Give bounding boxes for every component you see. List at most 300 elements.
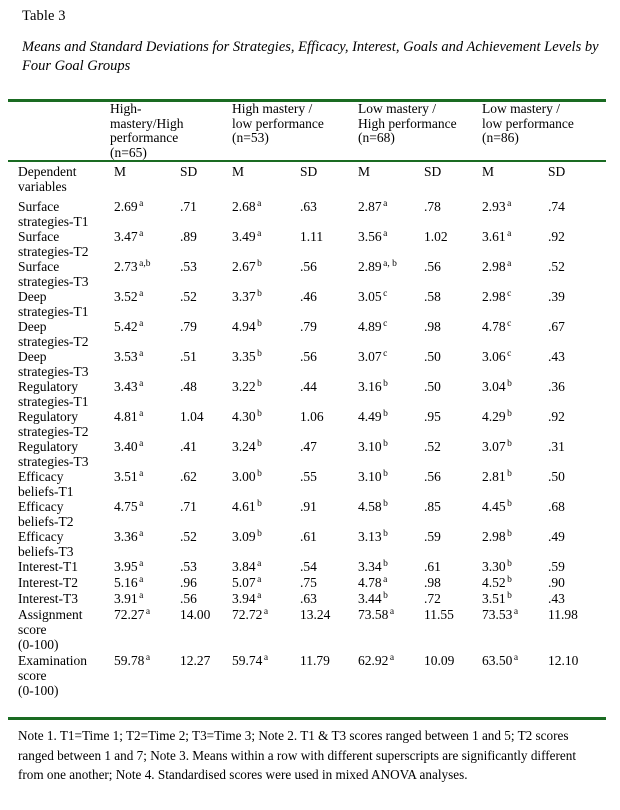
cell-superscript: b [507,498,512,509]
table-cell-sd1 [180,575,197,590]
group-header-row [0,102,620,160]
table-cell-m1 [114,607,150,622]
cell-value: .92 [548,229,565,244]
table-cell-sd2 [300,289,317,304]
cell-superscript: b [507,468,512,479]
cell-superscript: a [139,228,144,239]
cell-superscript: a [139,574,144,585]
table-cell-sd4 [548,319,565,334]
cell-value: .41 [180,439,197,454]
cell-value: .43 [548,349,565,364]
row-label-line: Interest-T3 [18,591,78,606]
table-cell-sd2 [300,229,323,244]
cell-value: .53 [180,559,197,574]
table-cell-sd2 [300,499,317,514]
table-row [0,199,620,229]
cell-superscript: b [257,438,262,449]
group-header-2 [232,102,350,146]
cell-value: 3.07 [358,349,382,364]
row-label-line: strategies-T3 [18,454,89,469]
cell-superscript: a [513,652,519,663]
table-cell-m1 [114,529,143,544]
table-cell-m1 [114,409,143,424]
table-cell-m4 [482,607,518,622]
table-row [0,653,620,699]
cell-value: .71 [180,199,197,214]
table-cell-m4 [482,653,518,668]
table-cell-m2 [232,575,261,590]
table-cell-sd4 [548,591,565,606]
table-cell-sd4 [548,469,565,484]
cell-superscript: c [383,318,388,329]
table-cell-sd4 [548,607,578,622]
row-label-line: Assignment [18,607,83,622]
table-cell-sd1 [180,289,197,304]
cell-superscript: b [507,408,512,419]
cell-value: 3.16 [358,379,382,394]
table-cell-m3 [358,607,394,622]
cell-value: .98 [424,319,441,334]
cell-value: 73.58 [358,607,389,622]
cell-superscript: a [263,652,269,663]
cell-value: 4.78 [358,575,382,590]
row-label [18,229,114,259]
row-label-line: Regulatory [18,439,78,454]
table-cell-m4 [482,289,511,304]
stat-header-m4: M [482,164,495,179]
cell-value: 3.94 [232,591,256,606]
cell-value: 11.98 [548,607,578,622]
cell-superscript: b [383,498,388,509]
cell-superscript: a [139,378,144,389]
table-cell-sd1 [180,559,197,574]
cell-value: 4.61 [232,499,256,514]
cell-superscript: b [383,528,388,539]
cell-superscript: a [139,408,144,419]
table-cell-sd1 [180,607,210,622]
cell-superscript: b [383,468,388,479]
cell-value: .31 [548,439,565,454]
table-row [0,409,620,439]
table-cell-m2 [232,349,262,364]
table-cell-m1 [114,379,143,394]
table-cell-m4 [482,469,512,484]
cell-value: .61 [424,559,441,574]
table-cell-m4 [482,591,512,606]
table-cell-sd1 [180,439,197,454]
row-label-line: strategies-T2 [18,334,89,349]
cell-superscript: a [507,198,512,209]
table-cell-m4 [482,349,511,364]
table-cell-sd2 [300,559,317,574]
cell-value: 4.45 [482,499,506,514]
table-cell-m3 [358,439,388,454]
table-cell-m1 [114,199,143,214]
table-cell-m3 [358,349,387,364]
table-cell-m2 [232,591,261,606]
table-body [0,199,620,699]
cell-value: .62 [180,469,197,484]
table-cell-sd3 [424,653,454,668]
cell-superscript: b [257,468,262,479]
cell-superscript: b [507,438,512,449]
stat-header-m1: M [114,164,127,179]
cell-superscript: a, b [383,258,397,269]
table-cell-sd3 [424,229,448,244]
table-cell-m2 [232,469,262,484]
cell-value: 2.67 [232,259,256,274]
table-cell-m4 [482,575,512,590]
cell-value: .48 [180,379,197,394]
row-label-line: Deep [18,349,47,364]
group-header-1-line1: High- [110,101,142,116]
row-label [18,349,114,379]
cell-value: .92 [548,409,565,424]
table-cell-sd1 [180,653,210,668]
cell-value: .79 [180,319,197,334]
table-cell-sd3 [424,529,441,544]
cell-value: 2.81 [482,469,506,484]
cell-value: 3.05 [358,289,382,304]
table-cell-sd3 [424,409,441,424]
table-cell-m4 [482,409,512,424]
row-label [18,529,114,559]
cell-value: 2.89 [358,259,382,274]
cell-value: 3.09 [232,529,256,544]
row-label-line: strategies-T2 [18,244,89,259]
cell-value: .55 [300,469,317,484]
cell-value: 3.91 [114,591,138,606]
cell-superscript: a [257,228,262,239]
table-cell-m3 [358,469,388,484]
table-cell-m3 [358,409,388,424]
group-header-1-line4: (n=65) [110,144,147,160]
cell-superscript: b [257,258,262,269]
table-cell-sd3 [424,259,441,274]
row-label-line: Deep [18,319,47,334]
cell-value: 2.98 [482,529,506,544]
cell-value: 12.10 [548,653,579,668]
cell-value: 3.51 [482,591,506,606]
row-label-line: Efficacy [18,529,64,544]
table-cell-sd2 [300,607,330,622]
cell-value: 4.30 [232,409,256,424]
table-row [0,469,620,499]
cell-value: .75 [300,575,317,590]
table-cell-sd4 [548,499,565,514]
cell-value: 3.43 [114,379,138,394]
cell-value: 4.49 [358,409,382,424]
table-cell-sd2 [300,575,317,590]
cell-value: 3.51 [114,469,138,484]
table-cell-sd1 [180,469,197,484]
table-cell-sd1 [180,259,197,274]
table-cell-sd2 [300,529,317,544]
cell-value: 4.52 [482,575,506,590]
cell-value: 3.56 [358,229,382,244]
cell-superscript: b [383,408,388,419]
cell-value: 5.16 [114,575,138,590]
group-header-4-line2: low performance [482,115,574,131]
table-cell-sd1 [180,409,204,424]
row-label [18,379,114,409]
cell-value: .52 [180,529,197,544]
row-label-line: Interest-T1 [18,559,78,574]
table-row [0,379,620,409]
cell-superscript: a [257,198,262,209]
row-label-line: Surface [18,199,60,214]
cell-value: 4.58 [358,499,382,514]
cell-value: .68 [548,499,565,514]
cell-value: 12.27 [180,653,211,668]
cell-value: .95 [424,409,441,424]
cell-superscript: a [139,558,144,569]
table-cell-sd3 [424,349,441,364]
table-row [0,607,620,653]
table-row [0,439,620,469]
table-cell-m2 [232,229,261,244]
row-label-line: Efficacy [18,499,64,514]
cell-value: .56 [300,349,317,364]
cell-superscript: c [383,288,388,299]
cell-value: .67 [548,319,565,334]
cell-superscript: a [257,558,262,569]
table-cell-m1 [114,559,143,574]
cell-value: .89 [180,229,197,244]
row-label [18,499,114,529]
row-label-line: strategies-T2 [18,424,89,439]
cell-value: 3.24 [232,439,256,454]
cell-value: .50 [424,379,441,394]
table-cell-m4 [482,229,511,244]
cell-value: .72 [424,591,441,606]
table-cell-sd1 [180,349,197,364]
cell-value: .56 [424,469,441,484]
table-cell-sd2 [300,469,317,484]
cell-value: .98 [424,575,441,590]
cell-value: 5.42 [114,319,138,334]
cell-value: 2.68 [232,199,256,214]
group-header-3-line2: High performance [358,115,457,131]
table-cell-m3 [358,591,388,606]
table-cell-sd3 [424,499,441,514]
cell-value: .56 [300,259,317,274]
cell-value: 3.00 [232,469,256,484]
row-label-line: Regulatory [18,379,78,394]
cell-value: 10.09 [424,653,455,668]
cell-value: 72.72 [232,607,263,622]
table-cell-sd3 [424,469,441,484]
cell-value: .53 [180,259,197,274]
table-cell-m4 [482,319,511,334]
cell-superscript: a [383,198,388,209]
cell-value: 4.29 [482,409,506,424]
group-header-3-line1: Low mastery / [358,101,436,116]
table-cell-sd3 [424,199,441,214]
row-label [18,199,114,229]
cell-value: 3.10 [358,469,382,484]
cell-superscript: a [389,606,395,617]
cell-value: .74 [548,199,565,214]
table-cell-m2 [232,607,268,622]
row-label-line: score [18,622,47,637]
row-label [18,319,114,349]
cell-superscript: a [139,438,144,449]
row-label-line: (0-100) [18,637,59,652]
cell-value: 5.07 [232,575,256,590]
table-cell-m4 [482,499,512,514]
cell-value: 3.47 [114,229,138,244]
row-label-line: score [18,668,47,683]
group-header-1 [110,102,228,160]
cell-value: 72.27 [114,607,145,622]
row-label [18,559,114,574]
table-cell-sd2 [300,439,317,454]
dependent-variables-header: Dependent variables [18,164,77,194]
cell-superscript: a [383,228,388,239]
table-cell-m1 [114,349,143,364]
group-header-1-line3: performance [110,130,179,146]
cell-superscript: a [145,606,151,617]
stat-header-m2: M [232,164,245,179]
cell-value: 4.78 [482,319,506,334]
table-cell-m4 [482,199,511,214]
row-label [18,469,114,499]
table-cell-sd3 [424,439,441,454]
cell-value: 4.81 [114,409,138,424]
row-label [18,575,114,590]
table-cell-sd1 [180,199,197,214]
cell-value: 62.92 [358,653,389,668]
table-cell-m2 [232,289,262,304]
table-cell-m4 [482,379,512,394]
cell-value: 1.02 [424,229,448,244]
cell-value: 59.78 [114,653,145,668]
cell-value: 3.40 [114,439,138,454]
table-footnote: Note 1. T1=Time 1; T2=Time 2; T3=Time 3; Note 2. T1 & T3 scores ranged between 1 and 5; T2 scores ranged between 1 and 7; Note 3. Means within a row with different superscripts are significantly different from one another; Note 4. Standardised scores were used in mixed ANOVA analyses. [18,728,576,782]
table-row [0,559,620,575]
table-cell-sd2 [300,319,317,334]
table-cell-m4 [482,529,512,544]
table-row [0,499,620,529]
cell-superscript: a [263,606,269,617]
table-cell-sd1 [180,229,197,244]
cell-value: 3.30 [482,559,506,574]
table-row [0,229,620,259]
cell-value: 3.34 [358,559,382,574]
table-row [0,319,620,349]
cell-superscript: b [257,318,262,329]
table-cell-sd4 [548,379,565,394]
table-cell-sd2 [300,259,317,274]
table-cell-sd3 [424,319,441,334]
table-cell-sd2 [300,199,317,214]
cell-value: 3.53 [114,349,138,364]
row-label-line: Surface [18,259,60,274]
row-label-line: strategies-T1 [18,214,89,229]
cell-value: .91 [300,499,317,514]
cell-value: .52 [180,289,197,304]
cell-value: .59 [424,529,441,544]
cell-value: 3.06 [482,349,506,364]
cell-superscript: a [139,288,144,299]
cell-value: .49 [548,529,565,544]
cell-superscript: b [383,438,388,449]
cell-value: 14.00 [180,607,211,622]
cell-value: .39 [548,289,565,304]
table-cell-sd2 [300,653,330,668]
cell-superscript: b [257,528,262,539]
table-cell-m1 [114,591,143,606]
group-header-3 [358,102,476,146]
table-cell-sd1 [180,529,197,544]
table-cell-m3 [358,559,388,574]
cell-value: .44 [300,379,317,394]
table-cell-m2 [232,529,262,544]
row-label [18,289,114,319]
table-cell-sd2 [300,349,317,364]
cell-value: 3.49 [232,229,256,244]
table-cell-m4 [482,439,512,454]
table-cell-sd4 [548,559,565,574]
table-cell-sd4 [548,439,565,454]
table-cell-m1 [114,575,143,590]
row-label-line: Regulatory [18,409,78,424]
table-row [0,591,620,607]
cell-value: .36 [548,379,565,394]
table-cell-sd4 [548,575,565,590]
cell-value: 73.53 [482,607,513,622]
table-cell-m2 [232,439,262,454]
cell-value: 3.10 [358,439,382,454]
table-cell-m4 [482,559,512,574]
row-label-line: beliefs-T1 [18,484,74,499]
stat-header-sd3: SD [424,164,442,179]
cell-superscript: c [507,318,512,329]
table-cell-m1 [114,229,143,244]
group-header-4-line3: (n=86) [482,130,519,146]
table-cell-m2 [232,653,268,668]
cell-superscript: b [257,408,262,419]
cell-value: 3.22 [232,379,256,394]
cell-value: 3.37 [232,289,256,304]
table-cell-sd2 [300,591,317,606]
cell-superscript: a [139,318,144,329]
row-label [18,607,114,652]
cell-superscript: a [139,348,144,359]
row-label-line: beliefs-T2 [18,514,74,529]
cell-value: .96 [180,575,197,590]
row-label [18,409,114,439]
table-cell-m2 [232,319,262,334]
cell-value: 3.35 [232,349,256,364]
table-cell-m3 [358,229,387,244]
cell-value: .63 [300,199,317,214]
stat-header-sd4: SD [548,164,566,179]
cell-value: 3.07 [482,439,506,454]
table-cell-m1 [114,469,143,484]
table-cell-sd4 [548,349,565,364]
cell-value: .56 [180,591,197,606]
table-row [0,289,620,319]
table-caption: Means and Standard Deviations for Strategies, Efficacy, Interest, Goals and Achievement Levels by Four Goal Groups [22,39,599,74]
table-cell-m3 [358,259,397,274]
row-label-line: strategies-T3 [18,364,89,379]
cell-value: 11.55 [424,607,454,622]
cell-superscript: a [389,652,395,663]
cell-value: 2.69 [114,199,138,214]
table-cell-m3 [358,319,387,334]
